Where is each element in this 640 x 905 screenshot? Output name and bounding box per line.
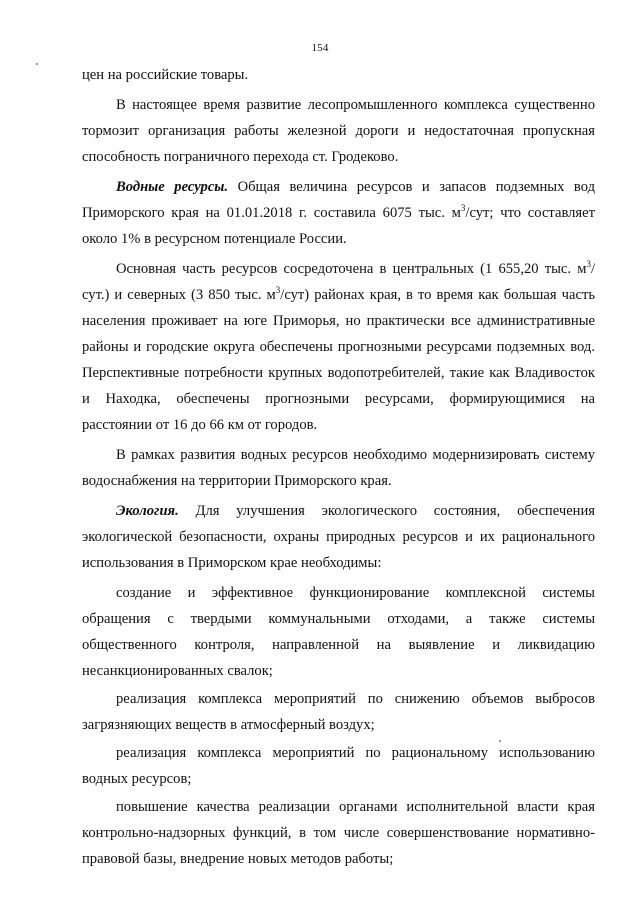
ecology-text: Для улучшения экологического состояния, обеспечения экологической безопасности, охраны природных ресурсов и их рационального использования в Приморском крае необходимы: bbox=[82, 503, 595, 571]
section-lead-ecology: Экология. bbox=[116, 503, 179, 519]
paragraph-water-modernization: В рамках развития водных ресурсов необходимо модернизировать систему водоснабжения на территории Приморского края. bbox=[82, 447, 595, 489]
superscript-3-b: 3 bbox=[275, 285, 281, 296]
superscript-3: 3 bbox=[460, 203, 466, 214]
paragraph-continuation: цен на российские товары. bbox=[82, 67, 249, 83]
list-item-waste-system: создание и эффективное функционирование комплексной системы обращения с твердыми коммунальными отходами, а также системы общественного контроля, направленной на выявление и ликвидацию несанкционированных свалок; bbox=[82, 585, 595, 679]
page-number: 154 bbox=[311, 42, 329, 54]
paragraph-water-resources bbox=[82, 174, 595, 252]
body-text bbox=[82, 62, 595, 874]
distribution-text-a: Основная часть ресурсов сосредоточена в центральных (1 655,20 тыс. м bbox=[116, 261, 587, 277]
scan-speck bbox=[499, 740, 501, 742]
section-lead-water: Водные ресурсы. bbox=[116, 179, 229, 195]
list-item-oversight: повышение качества реализации органами исполнительной власти края контрольно-надзорных функций, в том числе совершенствование нормативно-правовой базы, внедрение новых методов работы; bbox=[82, 799, 595, 867]
water-text-b: /сут; что составляет около 1% в ресурсном потенциале России. bbox=[82, 205, 595, 247]
distribution-text-c: /сут) районах края, в то время как большая часть населения проживает на юге Приморья, но практически все административные районы и городские округа обеспечены прогнозными ресурсами подземных вод. Перспективные потребности крупных водопотребителей, такие как Владивосток и Находка, обеспечены прогнозными ресурсами, формирующимися на расстоянии от 16 до 66 км от городов. bbox=[82, 287, 595, 433]
list-item-emissions: реализация комплекса мероприятий по снижению объемов выбросов загрязняющих веществ в атмосферный воздух; bbox=[82, 691, 595, 733]
distribution-text-b: /сут.) и северных (3 850 тыс. м bbox=[82, 261, 595, 303]
paragraph-forestry: В настоящее время развитие лесопромышленного комплекса существенно тормозит организация работы железной дороги и недостаточная пропускная способность пограничного перехода ст. Гродеково. bbox=[82, 97, 595, 165]
paragraph-water-distribution bbox=[82, 256, 595, 438]
water-text-a: Общая величина ресурсов и запасов подземных вод Приморского края на 01.01.2018 г. составила 6075 тыс. м bbox=[82, 179, 595, 221]
paragraph-ecology bbox=[82, 498, 595, 576]
superscript-3-a: 3 bbox=[586, 259, 591, 270]
scan-speck bbox=[36, 63, 38, 65]
list-item-water-use: реализация комплекса мероприятий по рациональному использованию водных ресурсов; bbox=[82, 745, 595, 787]
